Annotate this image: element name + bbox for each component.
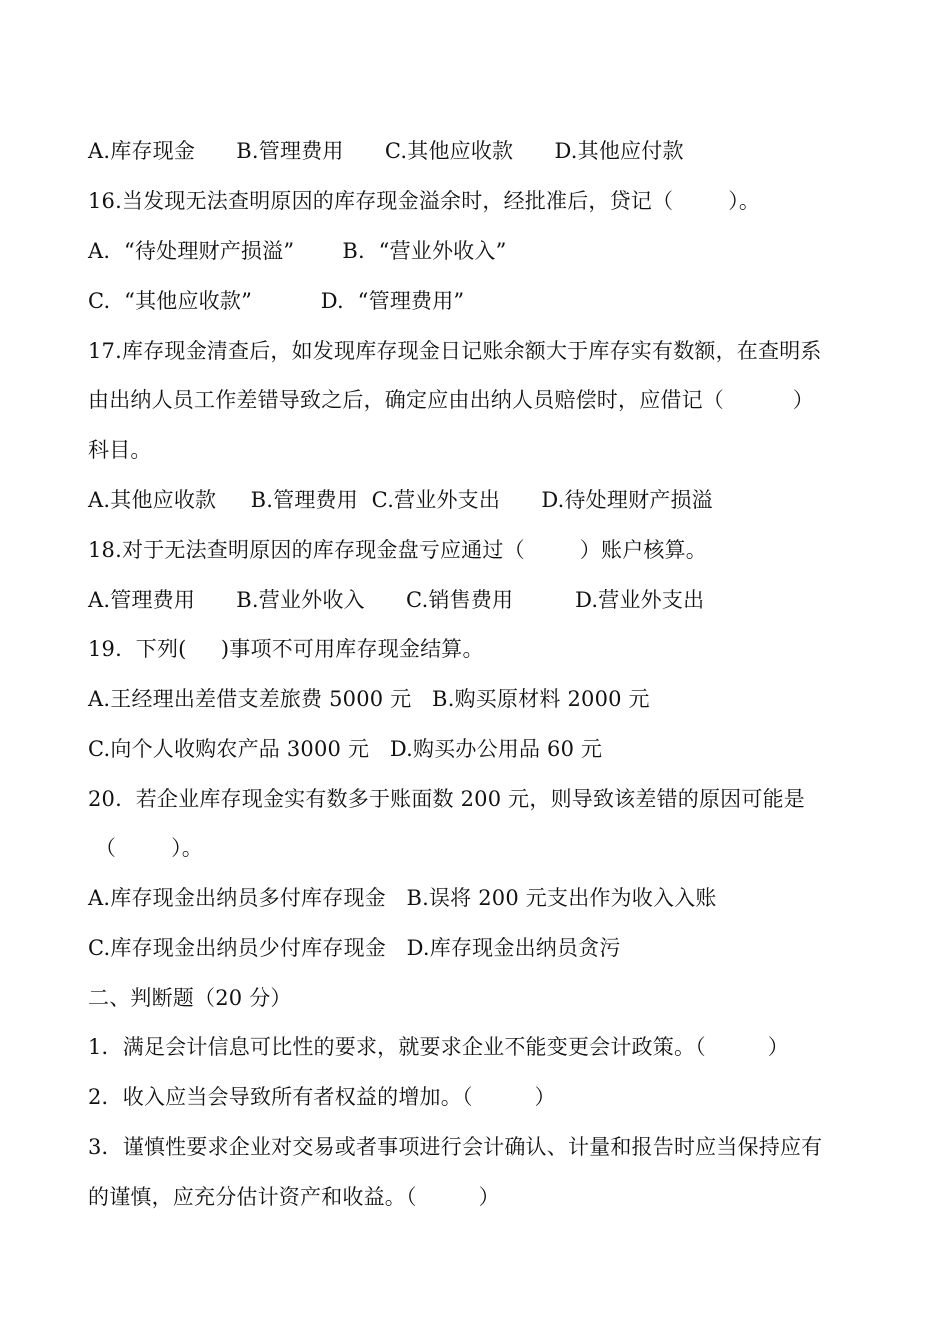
q20-options-cd: C.库存现金出纳员少付库存现金 D.库存现金出纳员贪污 <box>88 936 621 960</box>
tf-question-1: 1．满足会计信息可比性的要求，就要求企业不能变更会计政策。（ ） <box>88 1035 789 1059</box>
q16-stem: 16.当发现无法查明原因的库存现金溢余时，经批准后，贷记（ ）。 <box>88 189 761 213</box>
q17-stem-line1: 17.库存现金清查后，如发现库存现金日记账余额大于库存实有数额，在查明系 <box>88 339 822 363</box>
q15-options: A.库存现金 B.管理费用 C.其他应收款 D.其他应付款 <box>88 139 684 163</box>
tf-question-3-line2: 的谨慎，应充分估计资产和收益。（ ） <box>88 1185 500 1209</box>
q17-stem-line3: 科目。 <box>88 438 152 462</box>
q20-stem-line1: 20. 若企业库存现金实有数多于账面数 200 元，则导致该差错的原因可能是 <box>88 787 805 811</box>
q17-options: A.其他应收款 B.管理费用 C.营业外支出 D.待处理财产损溢 <box>88 488 713 512</box>
q19-options-cd: C.向个人收购农产品 3000 元 D.购买办公用品 60 元 <box>88 737 603 761</box>
tf-question-2: 2．收入应当会导致所有者权益的增加。（ ） <box>88 1085 556 1109</box>
q17-stem-line2: 由出纳人员工作差错导致之后，确定应由出纳人员赔偿时，应借记（ ） <box>88 388 814 412</box>
q20-options-ab: A.库存现金出纳员多付库存现金 B.误将 200 元支出作为收入入账 <box>88 886 717 910</box>
q19-stem: 19. 下列( )事项不可用库存现金结算。 <box>88 637 484 661</box>
q20-stem-line2: （ ）。 <box>88 836 203 860</box>
q18-stem: 18.对于无法查明原因的库存现金盘亏应通过（ ）账户核算。 <box>88 538 707 562</box>
q18-options: A.管理费用 B.营业外收入 C.销售费用 D.营业外支出 <box>88 588 705 612</box>
q16-options-cd: C. “其他应收款” D. “管理费用” <box>88 289 465 313</box>
q16-options-ab: A. “待处理财产损溢” B. “营业外收入” <box>88 239 507 263</box>
section-heading-true-false: 二、判断题（20 分） <box>88 986 292 1010</box>
q19-options-ab: A.王经理出差借支差旅费 5000 元 B.购买原材料 2000 元 <box>88 687 650 711</box>
tf-question-3-line1: 3．谨慎性要求企业对交易或者事项进行会计确认、计量和报告时应当保持应有 <box>88 1135 823 1159</box>
